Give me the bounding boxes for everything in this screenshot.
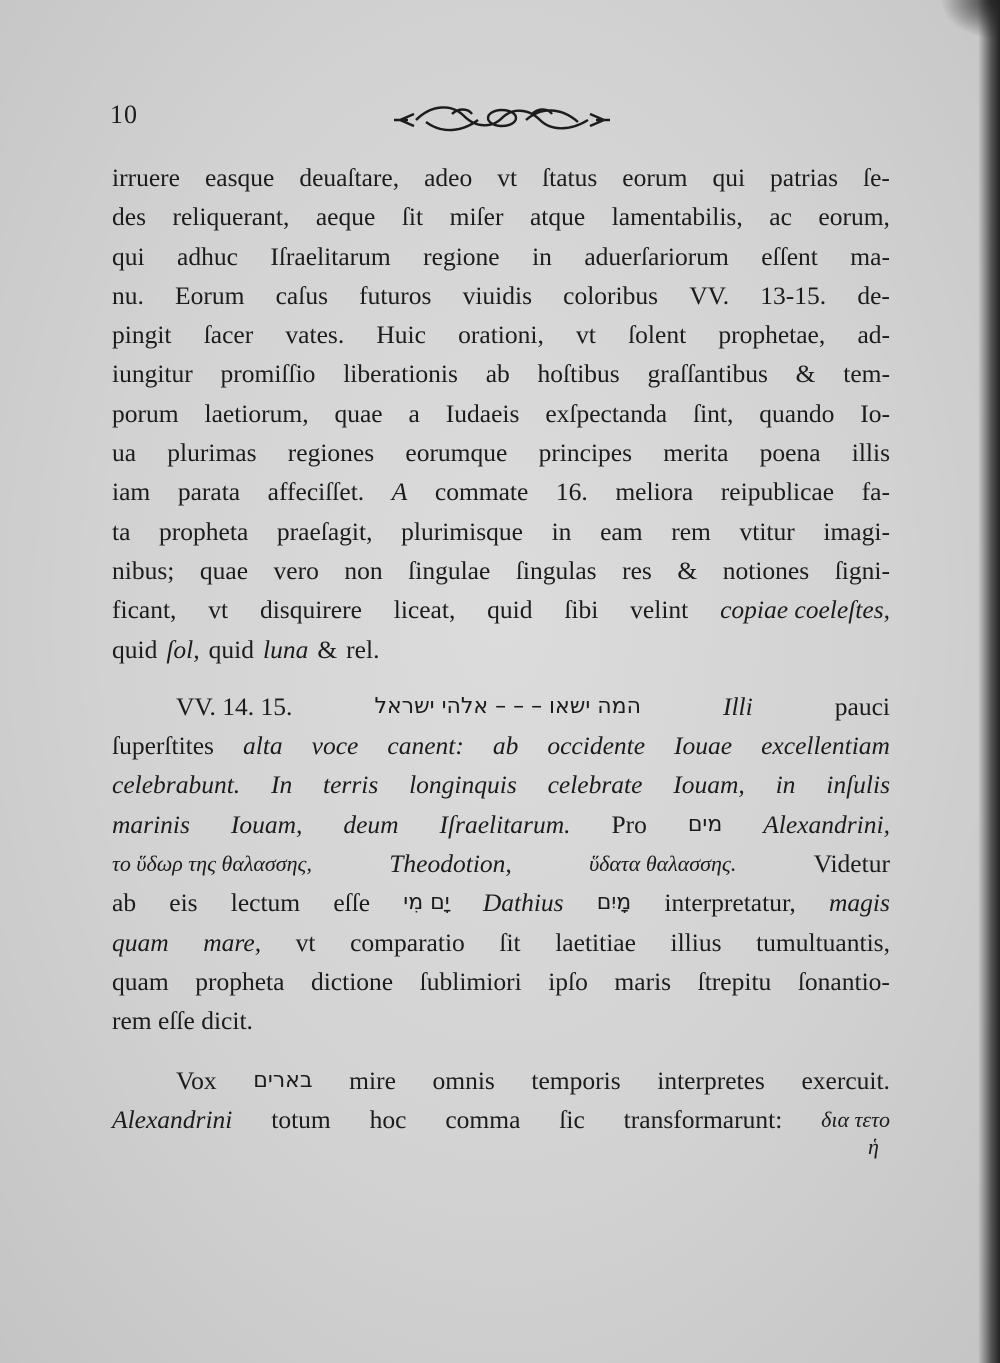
word: notiones <box>722 555 810 585</box>
word: hoſtibus <box>537 359 620 389</box>
word: interpretatur, <box>664 888 796 918</box>
text-line <box>112 630 890 669</box>
word: ſonantio- <box>797 966 890 996</box>
word: de- <box>857 280 890 310</box>
word: principes <box>538 438 633 468</box>
hebrew-word: בארים <box>253 1067 313 1093</box>
word: ab <box>485 359 510 389</box>
word: vt <box>576 320 596 350</box>
word: quae <box>199 555 249 585</box>
greek-quote: ὕδατα θαλασσης. <box>589 851 737 877</box>
word: maris <box>614 966 672 996</box>
text-line <box>112 158 890 197</box>
word: Iouam, <box>673 770 745 800</box>
hebrew-quote: המה ישאו – – – אלהי ישראל <box>374 693 641 719</box>
word: eorum, <box>818 202 890 232</box>
word: VV. <box>689 280 730 310</box>
word: deum <box>343 809 399 839</box>
text-line <box>112 315 890 354</box>
word: VV. 14. 15. <box>176 691 293 721</box>
word: ſint, <box>692 398 734 428</box>
word: porum <box>112 398 179 428</box>
word: tem- <box>843 359 890 389</box>
word: terris <box>323 770 379 800</box>
word: qui <box>712 163 746 192</box>
word: ſuperſtites <box>112 731 214 761</box>
word: Iouam, <box>230 809 303 839</box>
page-corner-shadow <box>940 0 1000 40</box>
word: rem eſſe dicit. <box>112 1006 253 1036</box>
word: ua <box>112 438 137 468</box>
word: vates. <box>285 320 345 350</box>
word: quae <box>334 398 383 428</box>
text-line <box>112 354 890 393</box>
word: celebrate <box>547 770 643 800</box>
word: temporis <box>531 1065 621 1095</box>
word: Alexandrini, <box>763 809 890 839</box>
word: Dathius <box>482 888 564 918</box>
word: ad- <box>857 320 890 350</box>
word: merita <box>663 438 729 468</box>
word: quid <box>208 634 254 664</box>
word: commate <box>434 477 529 507</box>
word: vt <box>295 927 316 957</box>
word: irruere <box>112 163 180 192</box>
word: Vox <box>176 1065 217 1095</box>
word: voce <box>311 731 359 761</box>
word: propheta <box>159 516 249 546</box>
word: rem <box>671 516 711 546</box>
word: reipublicae <box>720 477 835 507</box>
word: affeciſſet. <box>267 477 365 507</box>
word: pingit <box>112 320 172 350</box>
text-line <box>112 197 890 236</box>
word: tumultuantis, <box>756 927 890 957</box>
page-number: 10 <box>110 100 138 129</box>
word: & <box>677 555 698 585</box>
word: plurimas <box>167 438 257 468</box>
word: ab <box>112 888 137 918</box>
word: lamentabilis, <box>611 202 743 232</box>
word: ſingulas <box>515 555 597 585</box>
word: occidente <box>547 731 646 761</box>
greek-quote: το ὕδωρ της θαλασσης, <box>112 851 312 877</box>
word: ſtrepitu <box>697 966 772 996</box>
word: eorumque <box>405 438 508 468</box>
word: caſus <box>275 280 328 310</box>
ornament-icon <box>392 100 612 136</box>
word: in <box>532 241 552 271</box>
word: ſit <box>499 927 521 957</box>
word: ſigni- <box>834 555 890 585</box>
text-line <box>112 472 890 511</box>
word: vero <box>273 555 319 585</box>
word: adeo <box>424 163 473 192</box>
word: Huic <box>376 320 426 350</box>
word: dictione <box>310 966 394 996</box>
word: Iouae <box>674 731 733 761</box>
word: excellentiam <box>761 731 890 761</box>
word: luna <box>262 634 309 664</box>
text-line <box>112 1100 890 1139</box>
word: quid <box>487 595 533 625</box>
word: 13-15. <box>760 280 827 310</box>
word: exſpectanda <box>545 398 668 428</box>
hebrew-word: מים <box>687 811 723 837</box>
text-line <box>112 726 890 765</box>
word: Alexandrini <box>112 1104 233 1134</box>
word: aduerſariorum <box>584 241 729 271</box>
word: canent: <box>387 731 464 761</box>
word: patrias <box>770 163 838 192</box>
word: a <box>408 398 420 428</box>
page-edge-shadow <box>978 0 1000 1363</box>
word: inſulis <box>826 770 890 800</box>
word: reliquerant, <box>172 202 290 232</box>
text-line <box>112 962 890 1001</box>
word: iam <box>112 477 151 507</box>
word: magis <box>828 888 890 918</box>
word: illius <box>670 927 722 957</box>
text-line <box>112 237 890 276</box>
word: mire <box>349 1065 396 1095</box>
word: in <box>551 516 572 546</box>
word: quid <box>112 634 158 664</box>
word: vt <box>497 163 518 192</box>
word: poena <box>759 438 821 468</box>
text-line <box>112 433 890 472</box>
word: 16. <box>555 477 588 507</box>
word: ſublimiori <box>419 966 522 996</box>
word: ſit <box>401 202 424 232</box>
word: nu. <box>112 280 144 310</box>
word: promiſſio <box>220 359 316 389</box>
word: vt <box>208 595 229 625</box>
word: Pro <box>611 809 647 839</box>
word: liberationis <box>343 359 458 389</box>
word: miſer <box>449 202 504 232</box>
text-line <box>112 276 890 315</box>
word: laetiorum, <box>204 398 309 428</box>
word: aeque <box>315 202 376 232</box>
word: ficant, <box>112 595 177 625</box>
word: regione <box>423 241 500 271</box>
word: imagi- <box>823 516 890 546</box>
text-line <box>112 590 890 629</box>
hebrew-word: מָיִם <box>596 890 632 916</box>
word: parata <box>177 477 241 507</box>
word: copiae coeleſtes, <box>720 595 890 625</box>
text-line <box>112 923 890 962</box>
hebrew-word: יָם מִי <box>403 890 450 916</box>
word: ſol, <box>166 634 200 664</box>
word: disquirere <box>259 595 362 625</box>
word: regiones <box>287 438 375 468</box>
word: qui <box>112 241 145 271</box>
word: in <box>775 770 796 800</box>
word: ta <box>112 516 131 546</box>
word: prophetae, <box>718 320 826 350</box>
word: totum <box>271 1104 331 1134</box>
word: exercuit. <box>801 1065 890 1095</box>
word: viuidis <box>462 280 532 310</box>
word: ipſo <box>548 966 588 996</box>
word: meliora <box>615 477 694 507</box>
word: quando <box>759 398 835 428</box>
word: easque <box>204 163 275 192</box>
word: coloribus <box>563 280 659 310</box>
word: Io- <box>860 398 890 428</box>
word: ac <box>769 202 792 232</box>
text-line <box>112 883 890 922</box>
word: non <box>344 555 383 585</box>
word: iungitur <box>112 359 193 389</box>
word: praeſagit, <box>276 516 373 546</box>
word: laetitiae <box>555 927 636 957</box>
text-line <box>112 765 890 804</box>
word: atque <box>529 202 586 232</box>
word: plurimisque <box>401 516 523 546</box>
word: ma- <box>850 241 890 271</box>
text-line <box>112 805 890 844</box>
word: Theodotion, <box>389 849 512 879</box>
word: ſolent <box>628 320 687 350</box>
greek-quote: δια τετο <box>821 1106 890 1132</box>
word: interpretes <box>657 1065 765 1095</box>
word: Iſraelitarum <box>270 241 391 271</box>
body-text <box>112 158 890 1139</box>
word: lectum <box>230 888 301 918</box>
word: illis <box>851 438 890 468</box>
word: futuros <box>359 280 432 310</box>
word: eſſe <box>333 888 371 918</box>
word: deuaſtare, <box>299 163 400 192</box>
word: eis <box>169 888 198 918</box>
word: ſe- <box>862 163 890 192</box>
word: Videtur <box>813 849 890 879</box>
word: A <box>391 477 408 507</box>
word: nibus; <box>112 555 175 585</box>
text-line <box>112 512 890 551</box>
word: celebrabunt. <box>112 770 241 800</box>
word: ſacer <box>203 320 254 350</box>
text-line <box>112 551 890 590</box>
word: fa- <box>861 477 890 507</box>
word: Illi <box>722 691 753 721</box>
word: longinquis <box>409 770 517 800</box>
word: hoc <box>369 1104 407 1134</box>
word: orationi, <box>458 320 544 350</box>
word: quam <box>112 927 169 957</box>
word: Iſraelitarum. <box>439 809 571 839</box>
word: propheta <box>195 966 285 996</box>
word: graſſantibus <box>647 359 768 389</box>
text-line <box>112 844 890 883</box>
word: comma <box>445 1104 521 1134</box>
word: eorum <box>622 163 688 192</box>
word: rel. <box>346 634 380 664</box>
word: des <box>112 202 146 232</box>
text-line <box>112 687 890 726</box>
word: adhuc <box>177 241 238 271</box>
word: ſibi <box>564 595 599 625</box>
word: eſſent <box>761 241 818 271</box>
word: ſingulae <box>408 555 491 585</box>
text-line <box>112 1061 890 1100</box>
word: marinis <box>112 809 190 839</box>
word: ſic <box>559 1104 585 1134</box>
word: res <box>622 555 652 585</box>
word: omnis <box>432 1065 495 1095</box>
word: vtitur <box>739 516 795 546</box>
word: Iudaeis <box>445 398 520 428</box>
word: ab <box>492 731 519 761</box>
word: pauci <box>834 691 890 721</box>
word: comparatio <box>350 927 465 957</box>
text-line <box>112 394 890 433</box>
word: mare, <box>203 927 262 957</box>
catchword: ἡ <box>868 1134 879 1159</box>
word: quam <box>112 966 169 996</box>
word: & <box>795 359 816 389</box>
word: In <box>270 770 293 800</box>
word: eam <box>600 516 643 546</box>
word: & <box>317 634 338 664</box>
word: ſtatus <box>542 163 598 192</box>
word: liceat, <box>393 595 456 625</box>
word: velint <box>630 595 689 625</box>
word: alta <box>242 731 283 761</box>
word: transformarunt: <box>623 1104 783 1134</box>
text-line <box>112 1001 890 1040</box>
word: Eorum <box>175 280 245 310</box>
